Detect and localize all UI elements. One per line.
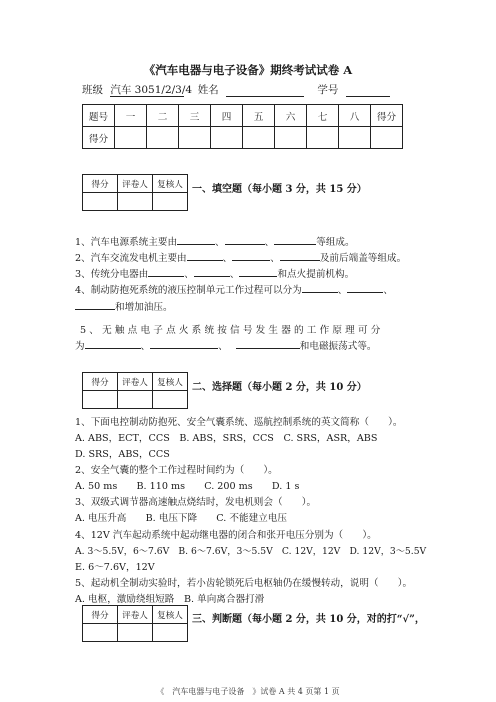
- answer-blank[interactable]: [232, 250, 270, 261]
- score-header-cell: 四: [211, 105, 243, 127]
- grader-header: 得分: [83, 606, 118, 624]
- section-choice-title: 二、选择题（每小题 2 分，共 10 分）: [192, 382, 367, 393]
- score-table-score-row: [83, 127, 403, 149]
- grader-cell[interactable]: [83, 391, 118, 409]
- choice-question-5: 5、起动机全制动实验时，若小齿轮锁死后电枢轴仍在缓慢转动，说明（ ）。: [75, 578, 413, 589]
- grader-header: 复核人: [153, 606, 188, 624]
- choice-question-1: 1、下面电控制动防抱死、安全气囊系统、巡航控制系统的英文简称（ ）。: [75, 417, 403, 428]
- fill-question-3: 3、传统分电器由 、 、 和点火提前机构。: [75, 266, 354, 280]
- id-label: 学号: [317, 84, 339, 96]
- section-judge-title: 三、判断题（每小题 2 分，共 10 分，对的打“√”，: [192, 614, 425, 625]
- fill-question-4-line2: 和增加油压。: [75, 299, 173, 313]
- answer-blank[interactable]: [85, 338, 141, 349]
- grader-cell[interactable]: [118, 193, 153, 211]
- score-header-cell: 八: [339, 105, 371, 127]
- section-fill-title: 一、填空题（每小题 3 分，共 15 分）: [192, 184, 367, 195]
- answer-blank[interactable]: [177, 234, 215, 245]
- score-header-cell: 得分: [371, 105, 403, 127]
- choice-options-4a: A. 3～5.5V，6～7.6V B. 6～7.6V，3～5.5V C. 12V，12V D. 12V，3～5.5V: [75, 546, 427, 557]
- choice-options-3: A. 电压升高 B. 电压下降 C. 不能建立电压: [75, 513, 287, 524]
- fill-question-5-line1: 5、无触点电子点火系统按信号发生器的工作原理可分: [80, 325, 384, 336]
- answer-blank[interactable]: [75, 299, 115, 310]
- grader-header: 得分: [83, 373, 118, 391]
- grader-header: 复核人: [153, 175, 188, 193]
- score-cell[interactable]: [115, 127, 147, 149]
- answer-blank[interactable]: [302, 282, 338, 293]
- score-header-cell: 五: [243, 105, 275, 127]
- answer-blank[interactable]: [150, 338, 218, 349]
- grader-cell[interactable]: [153, 391, 188, 409]
- choice-question-4: 4、12V 汽车起动系统中起动继电器的闭合和张开电压分别为（ ）。: [75, 530, 377, 541]
- grader-header: 得分: [83, 175, 118, 193]
- grader-cell[interactable]: [83, 624, 118, 642]
- choice-question-3: 3、双级式调节器高速触点烧结时，发电机则会（ ）。: [75, 497, 317, 508]
- student-info: [82, 82, 390, 97]
- score-header-cell: 一: [115, 105, 147, 127]
- exam-title: 《汽车电器与电子设备》期终考试试卷 A: [143, 63, 353, 77]
- fill-question-5-line2: 为 、 、 和电磁振荡式等。: [75, 338, 377, 352]
- grader-cell[interactable]: [153, 193, 188, 211]
- score-header-cell: 二: [147, 105, 179, 127]
- grader-header: 评卷人: [118, 606, 153, 624]
- score-row-label: 得分: [83, 127, 115, 149]
- class-value: 汽车 3051/2/3/4: [110, 84, 193, 96]
- answer-blank[interactable]: [280, 250, 320, 261]
- grader-header: 复核人: [153, 373, 188, 391]
- score-cell[interactable]: [275, 127, 307, 149]
- score-table-header-row: [83, 105, 403, 127]
- page-footer: 《 汽车电器与电子设备 》试卷 A 共 4 页第 1 页: [156, 687, 340, 696]
- score-cell[interactable]: [371, 127, 403, 149]
- grader-header: 评卷人: [118, 175, 153, 193]
- score-header-cell: 题号: [83, 105, 115, 127]
- answer-blank[interactable]: [274, 234, 316, 245]
- grader-header: 评卷人: [118, 373, 153, 391]
- score-cell[interactable]: [339, 127, 371, 149]
- choice-options-5: A. 电枢，激励绕组短路 B. 单向离合器打滑: [75, 594, 265, 605]
- grader-cell[interactable]: [118, 624, 153, 642]
- score-cell[interactable]: [211, 127, 243, 149]
- score-cell[interactable]: [243, 127, 275, 149]
- score-header-cell: 七: [307, 105, 339, 127]
- fill-question-1: 1、汽车电源系统主要由 、 、 等组成。: [75, 234, 355, 248]
- class-label: 班级: [82, 84, 103, 96]
- score-cell[interactable]: [179, 127, 211, 149]
- grader-cell[interactable]: [118, 391, 153, 409]
- score-header-cell: 六: [275, 105, 307, 127]
- answer-blank[interactable]: [239, 266, 277, 277]
- name-label: 姓名: [197, 84, 219, 96]
- grader-box-1: [82, 174, 188, 211]
- choice-options-4b: E. 6～7.6V，12V: [75, 562, 155, 573]
- score-cell[interactable]: [307, 127, 339, 149]
- score-cell[interactable]: [147, 127, 179, 149]
- answer-blank[interactable]: [347, 282, 383, 293]
- answer-blank[interactable]: [148, 266, 184, 277]
- score-table: [82, 104, 403, 149]
- grader-cell[interactable]: [153, 624, 188, 642]
- score-header-cell: 三: [179, 105, 211, 127]
- name-field[interactable]: [226, 84, 304, 97]
- grader-cell[interactable]: [83, 193, 118, 211]
- answer-blank[interactable]: [225, 234, 265, 245]
- choice-question-2: 2、安全气囊的整个工作过程时间约为（ ）。: [75, 465, 278, 476]
- answer-blank[interactable]: [194, 266, 230, 277]
- choice-options-2: A. 50 ms B. 110 ms C. 200 ms D. 1 s: [75, 481, 300, 492]
- choice-options-1a: A. ABS，ECT，CCS B. ABS，SRS，CCS C. SRS，ASR，ABS: [75, 433, 378, 444]
- id-field[interactable]: [346, 84, 390, 97]
- fill-question-2: 2、汽车交流发电机主要由 、 、 及前后端盖等组成。: [75, 250, 406, 264]
- answer-blank[interactable]: [187, 250, 223, 261]
- grader-box-2: [82, 372, 188, 409]
- fill-question-4-line1: 4、制动防抱死系统的液压控制单元工作过程可以分为 、 、: [75, 282, 393, 296]
- choice-options-1b: D. SRS，ABS，CCS: [75, 449, 170, 460]
- answer-blank[interactable]: [236, 338, 300, 349]
- grader-box-3: [82, 605, 188, 642]
